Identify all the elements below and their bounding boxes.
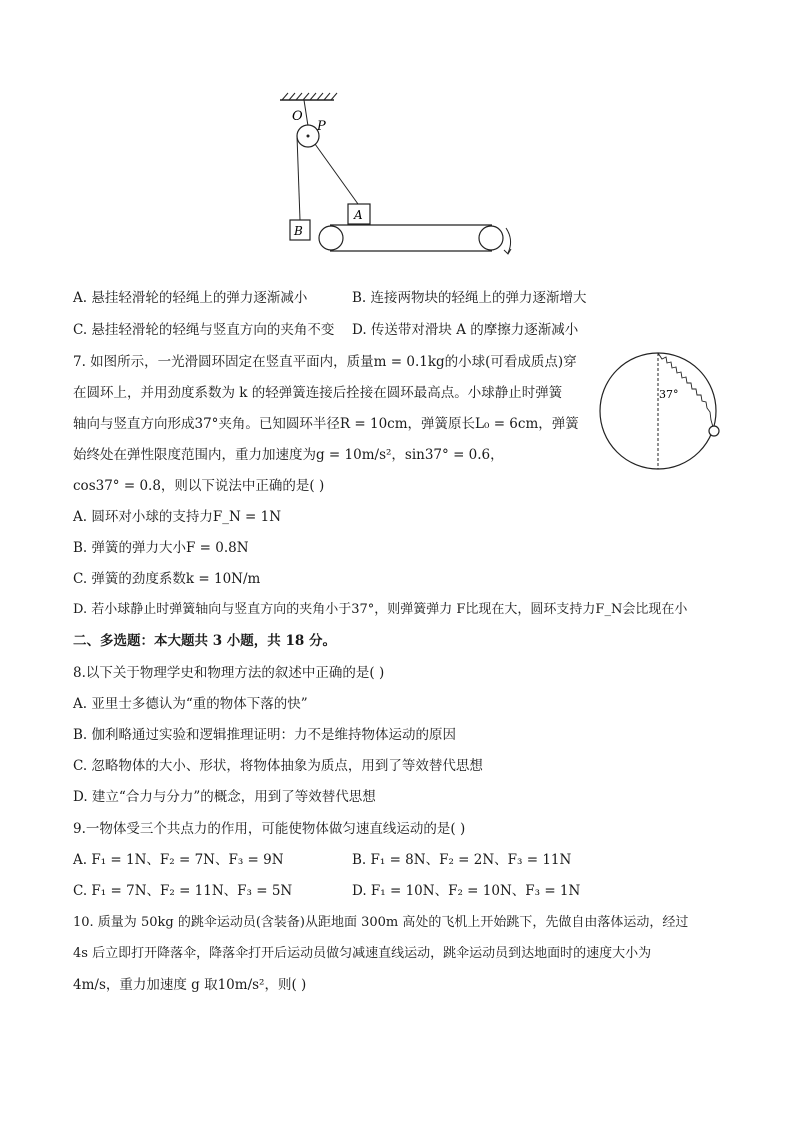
q9-option-a: A. F₁ = 1N、F₂ = 7N、F₃ = 9N [73, 852, 284, 868]
q9-option-c: C. F₁ = 7N、F₂ = 11N、F₃ = 5N [73, 883, 293, 899]
section-heading: 二、多选题：本大题共 3 小题，共 18 分。 [73, 633, 336, 649]
ring-spring-figure [596, 350, 726, 474]
q10-stem-line1: 10. 质量为 50kg 的跳伞运动员(含装备)从距地面 300m 高处的飞机上开始跳下，先做自由落体运动，经过 [73, 915, 689, 930]
q7-stem-line3: 轴向与竖直方向形成37°夹角。已知圆环半径R = 10cm，弹簧原长L₀ = 6cm，弹簧 [73, 416, 579, 432]
q8-option-c: C. 忽略物体的大小、形状，将物体抽象为质点，用到了等效替代思想 [73, 758, 483, 774]
q7-stem-line4: 始终处在弹性限度范围内，重力加速度为g = 10m/s²，sin37° = 0.6， [73, 447, 504, 463]
q6-option-d: D. 传送带对滑块 A 的摩擦力逐渐减小 [352, 322, 579, 338]
q7-option-b: B. 弹簧的弹力大小F = 0.8N [73, 540, 249, 556]
q10-stem-line2: 4s 后立即打开降落伞，降落伞打开后运动员做匀减速直线运动，跳伞运动员到达地面时的速度大小为 [73, 946, 652, 961]
ball [709, 426, 719, 436]
q10-stem-line3: 4m/s，重力加速度 g 取10m/s²，则( ) [73, 977, 307, 993]
pulley-conveyor-figure [270, 90, 530, 265]
q8-option-a: A. 亚里士多德认为“重的物体下落的快” [73, 696, 308, 712]
q7-option-d: D. 若小球静止时弹簧轴向与竖直方向的夹角小于37°，则弹簧弹力 F比现在大，圆环支持力F_N会比现在小 [73, 602, 688, 617]
rotation-arrow-icon [506, 228, 511, 253]
svg-text:B: B [294, 224, 303, 238]
angle-label: 37° [659, 388, 679, 401]
q6-option-c: C. 悬挂轻滑轮的轻绳与竖直方向的夹角不变 [73, 322, 335, 338]
q6-option-a: A. 悬挂轻滑轮的轻绳上的弹力逐渐减小 [73, 290, 308, 306]
q7-stem-line5: cos37° = 0.8，则以下说法中正确的是( ) [73, 478, 325, 494]
q9-option-d: D. F₁ = 10N、F₂ = 10N、F₃ = 1N [352, 883, 581, 899]
q8-option-d: D. 建立“合力与分力”的概念，用到了等效替代思想 [73, 789, 376, 805]
q6-option-b: B. 连接两物块的轻绳上的弹力逐渐增大 [352, 290, 587, 306]
label-o: O [292, 109, 303, 124]
conveyor-right-roller [479, 226, 503, 250]
q8-stem: 8.以下关于物理学史和物理方法的叙述中正确的是( ) [73, 665, 385, 681]
q7-stem-line2: 在圆环上，并用劲度系数为 k 的轻弹簧连接后拴接在圆环最高点。小球静止时弹簧 [73, 385, 563, 401]
q7-option-c: C. 弹簧的劲度系数k = 10N/m [73, 571, 261, 587]
svg-text:A: A [354, 208, 363, 222]
q9-stem: 9.一物体受三个共点力的作用，可能使物体做匀速直线运动的是( ) [73, 821, 466, 837]
label-p: P [317, 119, 326, 134]
q7-stem-line1: 7. 如图所示，一光滑圆环固定在竖直平面内，质量m = 0.1kg的小球(可看成质点)穿 [73, 354, 577, 370]
q9-option-b: B. F₁ = 8N、F₂ = 2N、F₃ = 11N [352, 852, 572, 868]
q8-option-b: B. 伽利略通过实验和逻辑推理证明：力不是维持物体运动的原因 [73, 727, 457, 743]
conveyor-left-roller [319, 226, 343, 250]
q7-option-a: A. 圆环对小球的支持力F_N = 1N [73, 509, 282, 525]
